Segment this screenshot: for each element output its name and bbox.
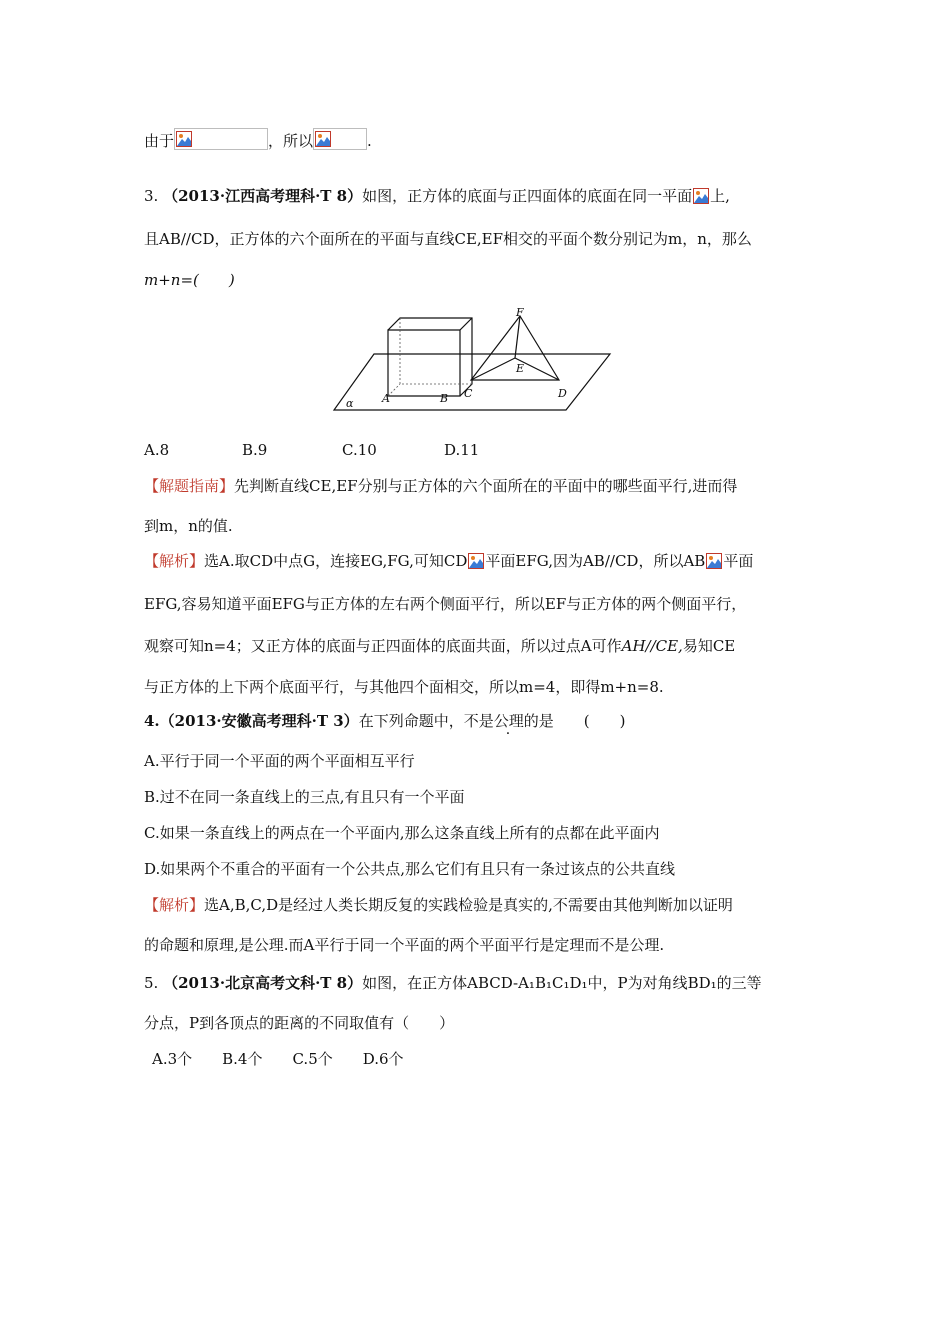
guide-line-2: 到m，n的值. bbox=[144, 517, 233, 535]
solution3-line-2: EFG,容易知道平面EFG与正方体的左右两个侧面平行，所以EF与正方体的两个侧面平行， bbox=[144, 595, 747, 613]
option-c: C.10 bbox=[342, 441, 377, 459]
broken-image-icon bbox=[176, 131, 192, 147]
solution-tag: 【解析】 bbox=[144, 896, 205, 914]
label-C: C bbox=[464, 387, 473, 400]
broken-image-icon bbox=[706, 553, 722, 569]
line-given bbox=[144, 128, 372, 151]
q4-line-1 bbox=[144, 711, 625, 731]
q4-text-end: 的是 ( ) bbox=[523, 712, 626, 730]
broken-image-placeholder bbox=[313, 128, 367, 150]
text-given-end: . bbox=[367, 132, 372, 150]
q3-text-1: 如图，正方体的底面与正四面体的底面在同一平面 bbox=[362, 187, 693, 205]
solution4-text-1: 选A,B,C,D是经过人类长期反复的实践检验是真实的,不需要由其他判断加以证明 bbox=[204, 896, 733, 914]
label-B: B bbox=[440, 392, 449, 405]
q4-option-a: A.平行于同一个平面的两个平面相互平行 bbox=[144, 752, 415, 770]
q4-option-b: B.过不在同一条直线上的三点,有且只有一个平面 bbox=[144, 788, 465, 806]
guide-text-1: 先判断直线CE,EF分别与正方体的六个面所在的平面中的哪些面平行,进而得 bbox=[234, 477, 738, 495]
q4-option-d: D.如果两个不重合的平面有一个公共点,那么它们有且只有一条过该点的公共直线 bbox=[144, 860, 676, 878]
q5-number: 5. bbox=[144, 974, 164, 992]
solution3-text-a: 选A.取CD中点G，连接EG,FG,可知CD bbox=[204, 552, 468, 570]
q3-line-1 bbox=[144, 186, 730, 206]
label-E: E bbox=[516, 362, 525, 375]
broken-image-icon bbox=[468, 553, 484, 569]
broken-image-placeholder bbox=[174, 128, 268, 150]
q3-number: 3. bbox=[144, 187, 164, 205]
guide-line-1 bbox=[144, 476, 737, 496]
broken-image-icon bbox=[693, 188, 709, 204]
q5-line-1 bbox=[144, 973, 762, 993]
text-given-mid: ，所以 bbox=[268, 132, 314, 150]
solution3-text-3c: 易知CE bbox=[682, 637, 736, 655]
solution3-text-c: 平面 bbox=[723, 552, 754, 570]
label-A: A bbox=[382, 392, 390, 405]
solution3-text-3a: 观察可知n=4；又正方体的底面与正四面体的底面共面，所以过点A可作 bbox=[144, 637, 622, 655]
q4-option-c: C.如果一条直线上的两点在一个平面内,那么这条直线上所有的点都在此平面内 bbox=[144, 824, 660, 842]
solution3-line-1 bbox=[144, 551, 753, 571]
q3-source: （2013·江西高考理科·T 8） bbox=[163, 187, 363, 205]
q5-source: （2013·北京高考文科·T 8） bbox=[163, 974, 363, 992]
q4-emphasis: 公理 bbox=[493, 712, 524, 730]
solution-tag: 【解析】 bbox=[144, 552, 205, 570]
text-given-prefix: 由于 bbox=[144, 132, 175, 150]
option-a: A.8 bbox=[144, 441, 170, 459]
solution4-line-2: 的命题和原理,是公理.而A平行于同一个平面的两个平面平行是定理而不是公理. bbox=[144, 936, 665, 954]
q4-text: 在下列命题中，不是 bbox=[358, 712, 494, 730]
guide-tag: 【解题指南】 bbox=[144, 477, 235, 495]
q3-text-1-end: 上, bbox=[710, 187, 730, 205]
q4-number: 4. bbox=[144, 712, 160, 730]
q3-options bbox=[144, 440, 479, 460]
broken-image-icon bbox=[315, 131, 331, 147]
q3-line-2: 且AB//CD，正方体的六个面所在的平面与直线CE,EF相交的平面个数分别记为m，n，那么 bbox=[144, 230, 752, 248]
tetrahedron-face bbox=[471, 316, 559, 380]
label-F: F bbox=[516, 306, 524, 319]
q5-text: 如图，在正方体ABCD-A₁B₁C₁D₁中，P为对角线BD₁的三等 bbox=[362, 974, 762, 992]
geometry-figure bbox=[330, 306, 620, 414]
q5-options: A.3个 B.4个 C.5个 D.6个 bbox=[152, 1050, 404, 1068]
solution3-text-b: 平面EFG,因为AB//CD，所以AB bbox=[485, 552, 706, 570]
q4-source: （2013·安徽高考理科·T 3） bbox=[159, 712, 359, 730]
solution3-text-3b: AH//CE, bbox=[621, 637, 683, 655]
label-alpha: α bbox=[346, 397, 354, 410]
option-b: B.9 bbox=[242, 441, 268, 459]
option-d: D.11 bbox=[444, 441, 480, 459]
q5-line-2: 分点，P到各顶点的距离的不同取值有（ ） bbox=[144, 1014, 455, 1032]
cube-front-face bbox=[388, 330, 460, 396]
solution3-line-3 bbox=[144, 636, 735, 656]
label-D: D bbox=[558, 387, 567, 400]
solution3-line-4: 与正方体的上下两个底面平行，与其他四个面相交，所以m=4，即得m+n=8. bbox=[144, 678, 664, 696]
solution4-line-1 bbox=[144, 895, 733, 915]
q3-line-3: m+n=( ) bbox=[144, 271, 235, 289]
